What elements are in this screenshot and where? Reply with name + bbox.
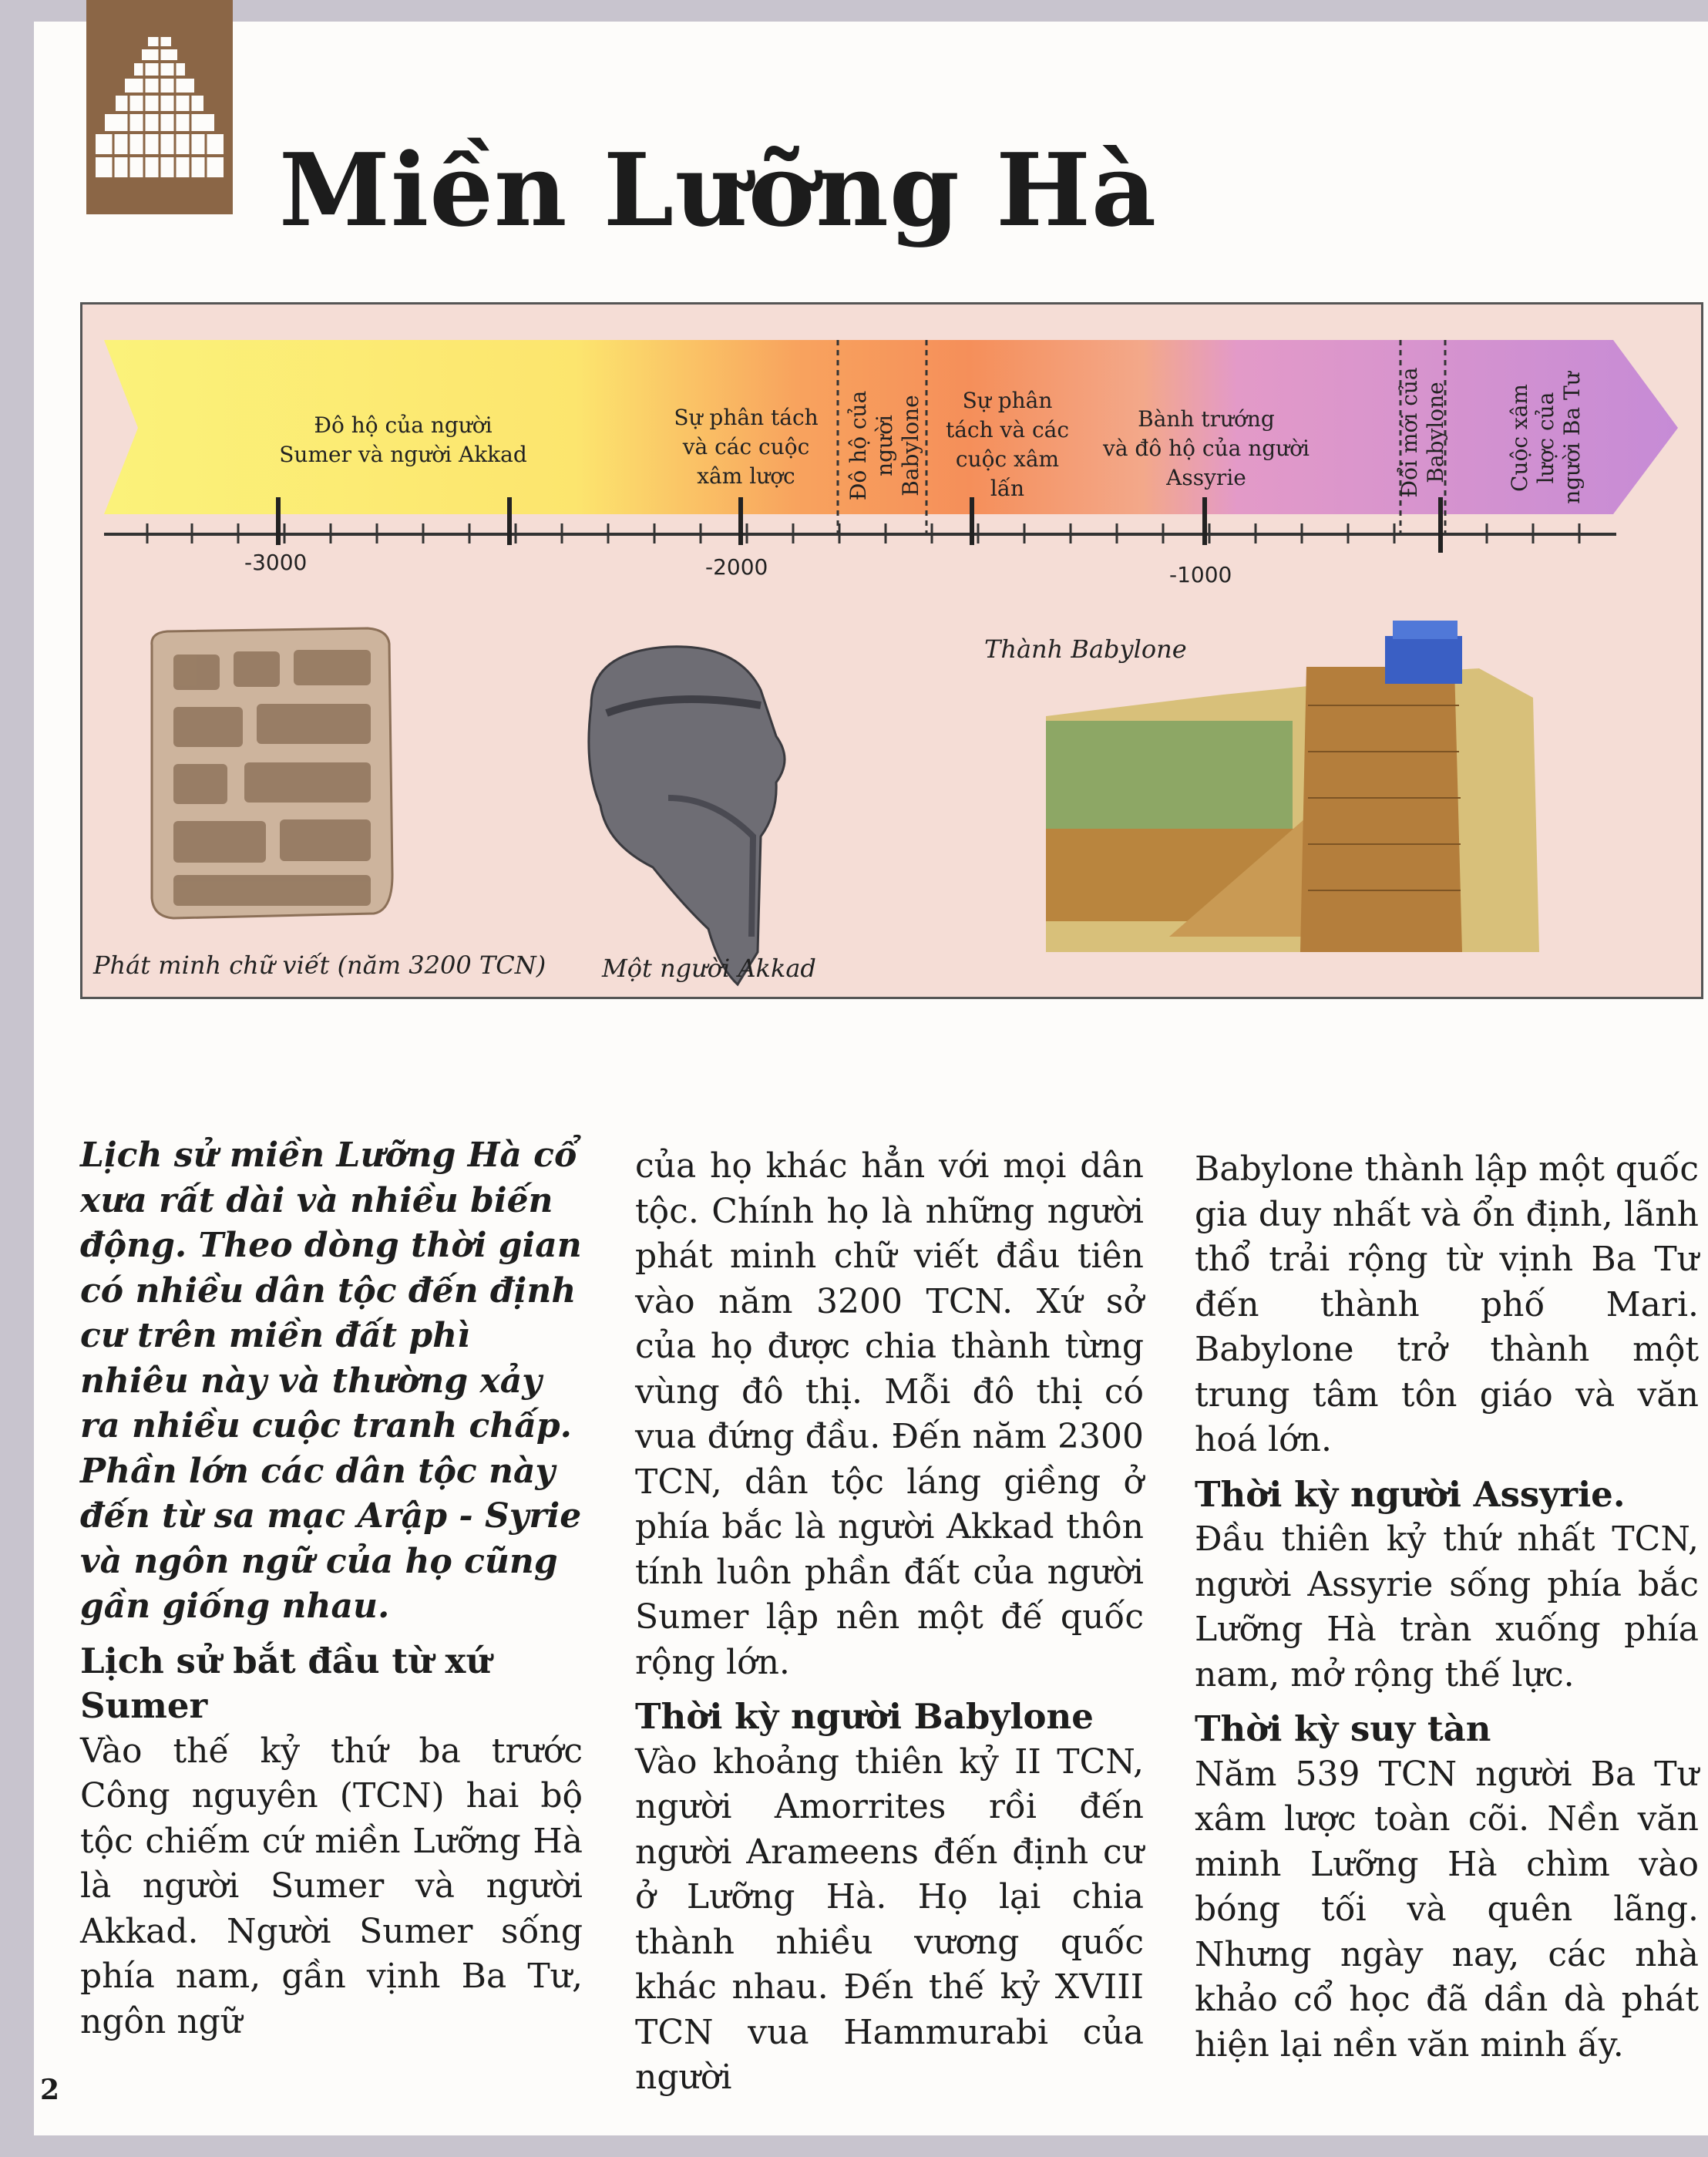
cuneiform-tablet-image	[152, 628, 392, 918]
paragraph-babylone-cont: Babylone thành lập một quốc gia duy nhất và ổn định, lãnh thổ trải rộng từ vịnh Ba Tư đến thành phố Mari. Babylone trở thành một trung tâm tôn giáo và văn hoá lớn.	[1195, 1149, 1699, 1459]
period-neo-babylone: Đổi mới của Babylone	[1397, 367, 1448, 498]
paragraph-babylone: Vào khoảng thiên kỷ II TCN, người Amorrites rồi đến người Arameens đến định cư ở Lưỡng Hà. Họ lại chia thành nhiều vương quốc khác nhau. Đến thế kỷ XVIII TCN vua Hammurabi của người	[635, 1741, 1144, 2097]
paragraph-sumer: Vào thế kỷ thứ ba trước Công nguyên (TCN) hai bộ tộc chiếm cứ miền Lưỡng Hà là người Sumer và người Akkad. Người Sumer sống phía nam, gần vịnh Ba Tư, ngôn ngữ	[80, 1731, 583, 2041]
paragraph-sumer-cont: của họ khác hẳn với mọi dân tộc. Chính họ là những người phát minh chữ viết đầu tiên vào năm 3200 TCN. Xứ sở của họ được chia thành từng vùng đô thị. Mỗi đô thị có vua đứng đầu. Đến năm 2300 TCN, dân tộc láng giềng ở phía bắc là người Akkad thôn tính luôn phần đất của người Sumer lập nên một đế quốc rộng lớn.	[635, 1146, 1144, 1682]
tick-label-1000: -1000	[1169, 562, 1232, 587]
page-number: 2	[40, 2074, 60, 2106]
tick-label-2000: -2000	[705, 554, 768, 580]
period-babylone: Đô hộ của người Babylone	[846, 390, 923, 501]
paragraph-assyrie: Đầu thiên kỷ thứ nhất TCN, người Assyrie sống phía bắc Lưỡng Hà tràn xuống phía nam, mở rộng thế lực.	[1195, 1519, 1699, 1694]
tablet-caption: Phát minh chữ viết (năm 3200 TCN)	[93, 951, 546, 980]
akkad-head-image	[589, 647, 785, 984]
text-column-3	[1195, 1147, 1699, 2068]
babylon-caption: Thành Babylone	[984, 634, 1187, 664]
text-column-1	[80, 1133, 583, 2044]
akkad-caption: Một người Akkad	[602, 954, 816, 983]
intro-paragraph: Lịch sử miền Lưỡng Hà cổ xưa rất dài và nhiều biến động. Theo dòng thời gian có nhiều dân tộc đến định cư trên miền đất phì nhiêu này và thường xảy ra nhiều cuộc tranh chấp. Phần lớn các dân tộc này đến từ sa mạc Arập - Syrie và ngôn ngữ của họ cũng gần giống nhau.	[80, 1136, 582, 1626]
tick-label-3000: -3000	[244, 550, 308, 575]
timeline-panel	[80, 302, 1703, 999]
babylon-city-image	[1046, 621, 1539, 952]
period-persian-invasion: Cuộc xâm lược của người Ba Tư	[1507, 372, 1585, 504]
heading-babylone: Thời kỳ người Babylone	[635, 1696, 1094, 1737]
paragraph-decline: Năm 539 TCN người Ba Tư xâm lược toàn cõi. Nền văn minh Lưỡng Hà chìm vào bóng tối và quên lãng. Nhưng ngày nay, các nhà khảo cổ học đã dần dà phát hiện lại nền văn minh ấy.	[1195, 1754, 1699, 2064]
period-division-1: Sự phân tách và các cuộc xâm lược	[674, 405, 819, 489]
heading-decline: Thời kỳ suy tàn	[1195, 1708, 1491, 1749]
period-division-2: Sự phân tách và các cuộc xâm lấn	[945, 388, 1070, 501]
period-sumer-akkad: Đô hộ của người Sumer và người Akkad	[279, 412, 527, 467]
period-assyrie: Bành trướng và đô hộ của người Assyrie	[1103, 406, 1310, 490]
page-title: Miền Lưỡng Hà	[279, 131, 1158, 249]
heading-sumer: Lịch sử bắt đầu từ xứ Sumer	[80, 1640, 492, 1726]
heading-assyrie: Thời kỳ người Assyrie.	[1195, 1473, 1626, 1515]
text-column-2	[635, 1144, 1144, 2101]
ziggurat-logo-icon	[86, 0, 233, 214]
